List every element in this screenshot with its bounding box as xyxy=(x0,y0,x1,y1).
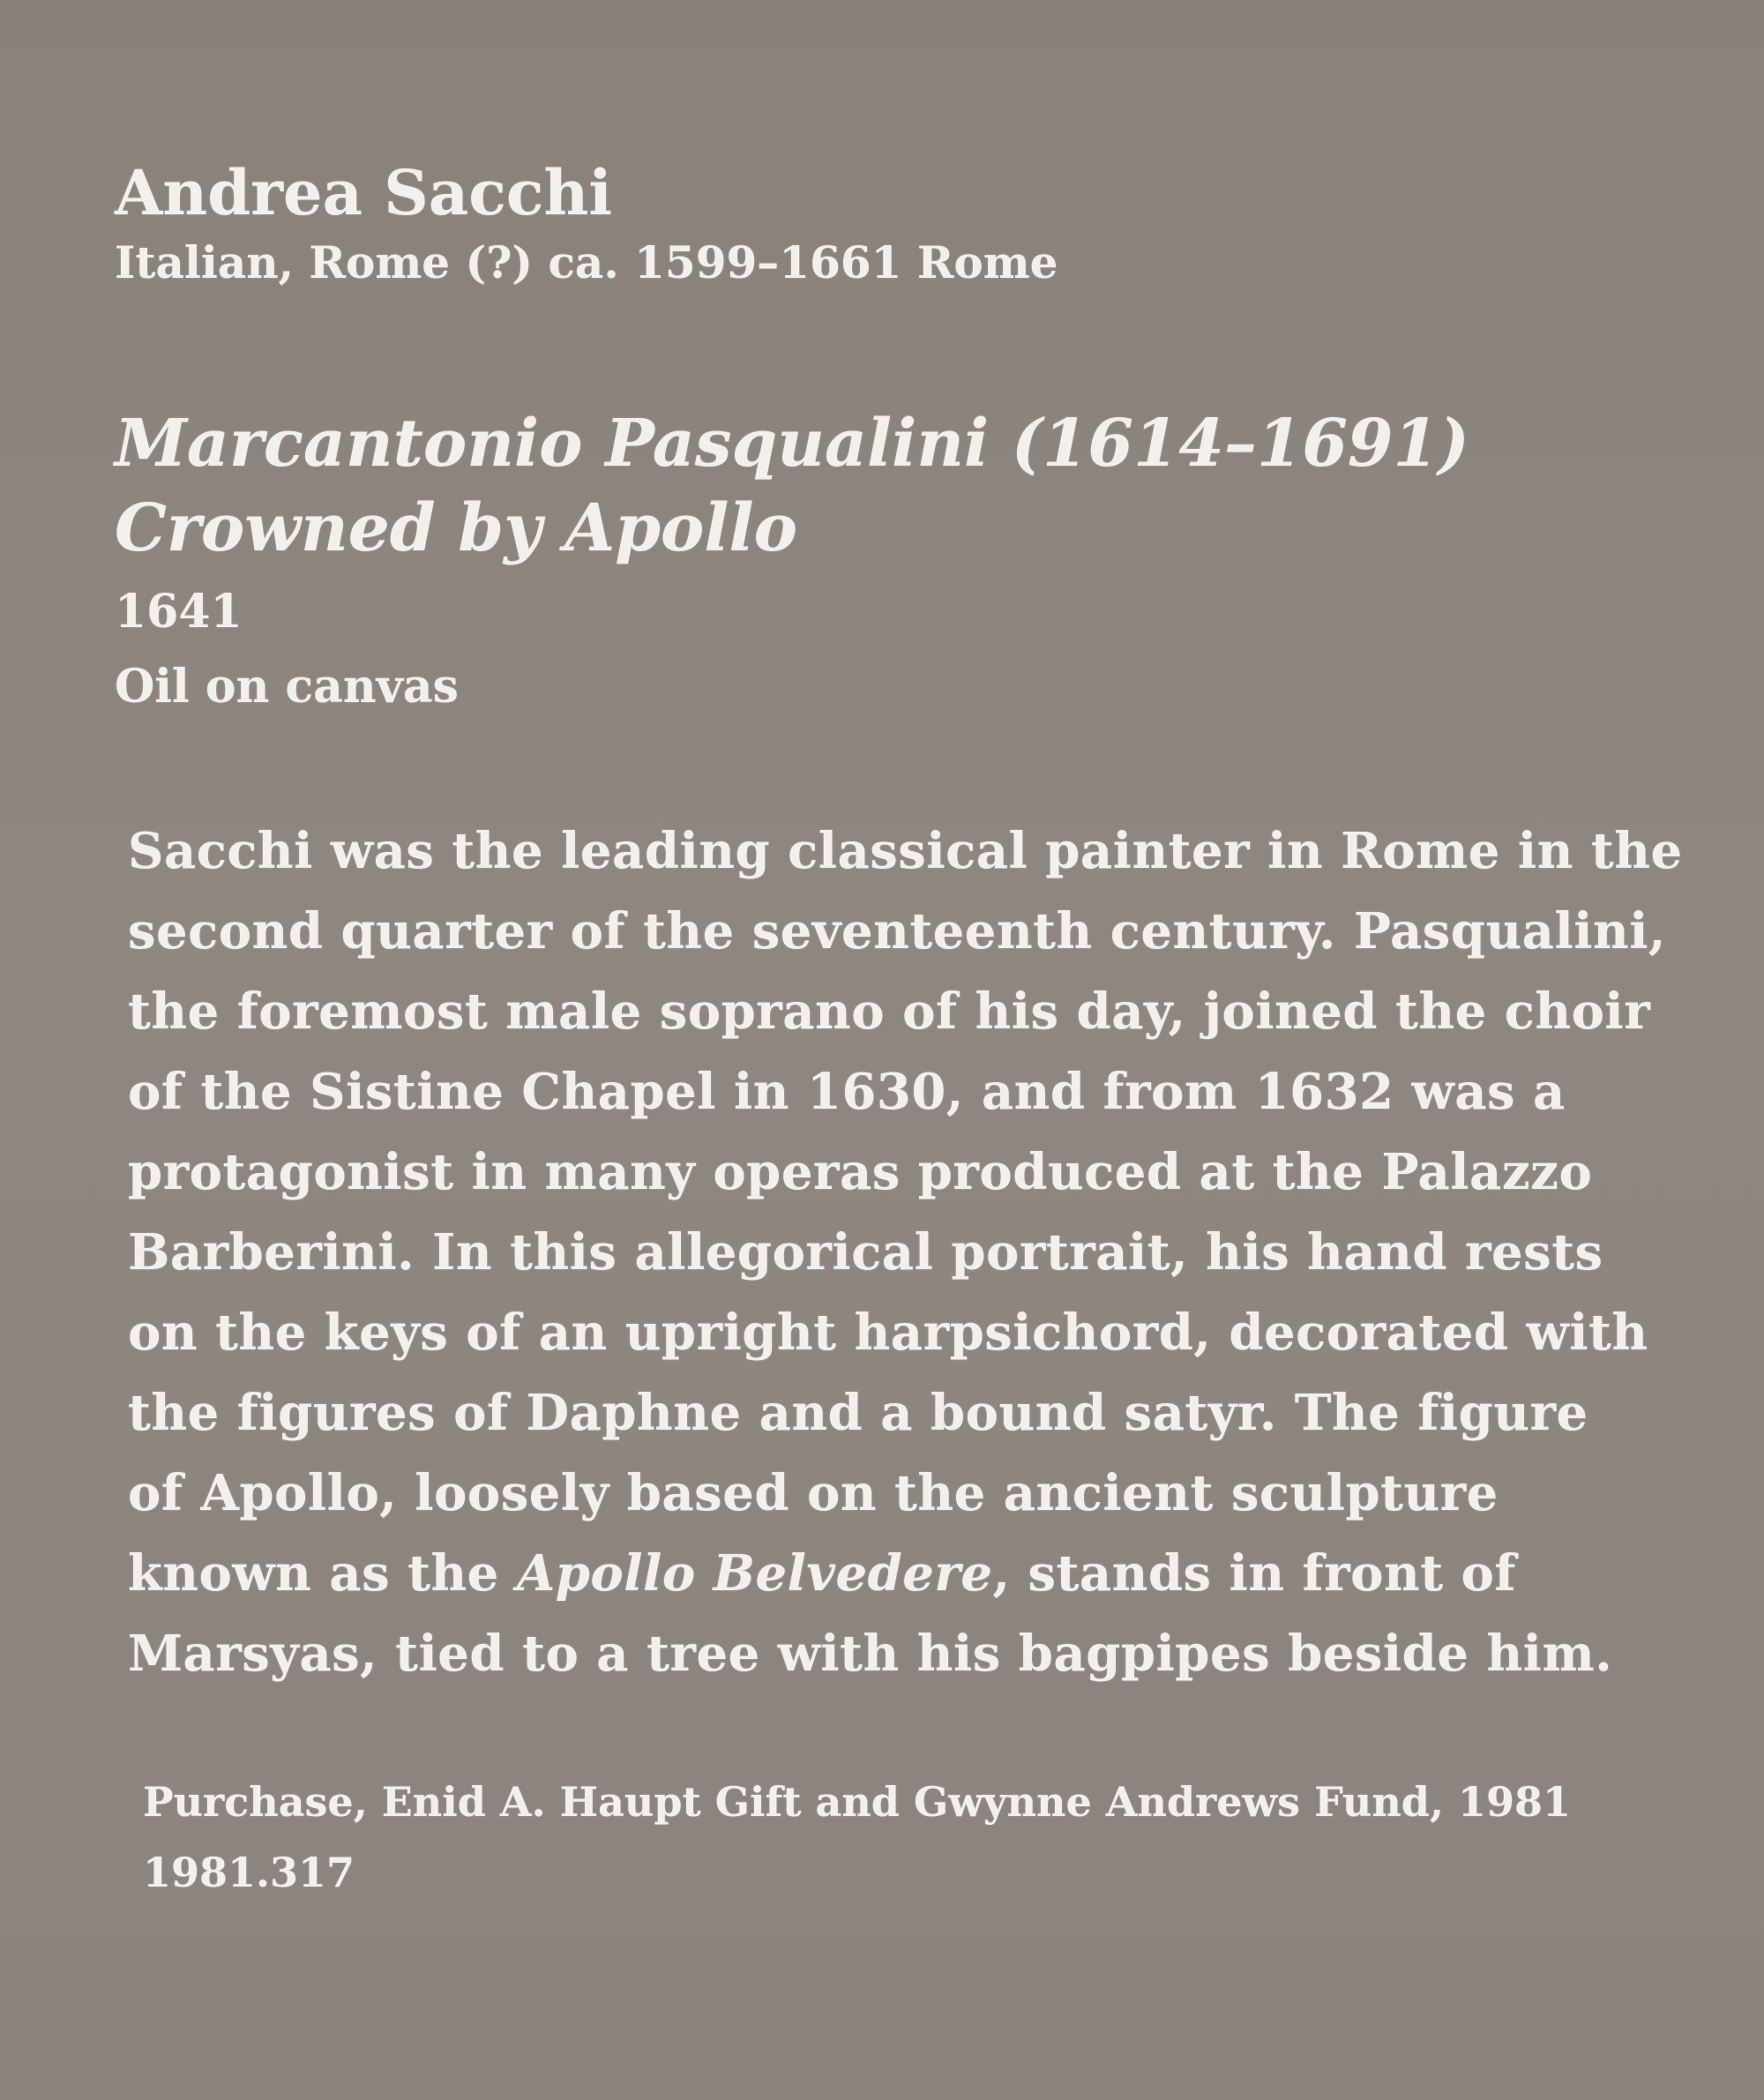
artwork-medium: Oil on canvas xyxy=(115,660,459,714)
accession-number: 1981.317 xyxy=(143,1849,355,1896)
description-line: Barberini. In this allegorical portrait, his hand rests xyxy=(128,1223,1603,1282)
artist-nationality-dates: Italian, Rome (?) ca. 1599–1661 Rome xyxy=(115,236,1058,288)
description-line: Marsyas, tied to a tree with his bagpipes beside him. xyxy=(128,1625,1613,1683)
description-line: of the Sistine Chapel in 1630, and from 1632 was a xyxy=(128,1063,1566,1121)
artwork-title-line: Crowned by Apollo xyxy=(115,490,797,566)
artwork-date: 1641 xyxy=(115,585,243,639)
description-text: known as the xyxy=(128,1544,517,1603)
description-line: on the keys of an upright harpsichord, decorated with xyxy=(128,1304,1648,1362)
description-line: protagonist in many operas produced at the Palazzo xyxy=(128,1143,1593,1201)
description-line xyxy=(128,1534,1680,1614)
description-line: the figures of Daphne and a bound satyr. The figure xyxy=(128,1384,1588,1442)
artwork-description xyxy=(128,811,1683,1694)
description-text: , stands in front of xyxy=(992,1544,1516,1603)
italic-artwork-reference: Apollo Belvedere xyxy=(516,1544,993,1603)
artist-name: Andrea Sacchi xyxy=(115,156,612,229)
artwork-title-line: Marcantonio Pasqualini (1614–1691) xyxy=(115,406,1469,482)
description-line: of Apollo, loosely based on the ancient sculpture xyxy=(128,1464,1499,1522)
description-line: Sacchi was the leading classical painter in Rome in the xyxy=(128,822,1683,880)
credit-line: Purchase, Enid A. Haupt Gift and Gwynne Andrews Fund, 1981 xyxy=(143,1778,1572,1826)
description-line: the foremost male soprano of his day, joined the choir xyxy=(128,983,1651,1041)
description-line: second quarter of the seventeenth century. Pasqualini, xyxy=(128,902,1666,960)
artwork-title xyxy=(115,401,1667,571)
